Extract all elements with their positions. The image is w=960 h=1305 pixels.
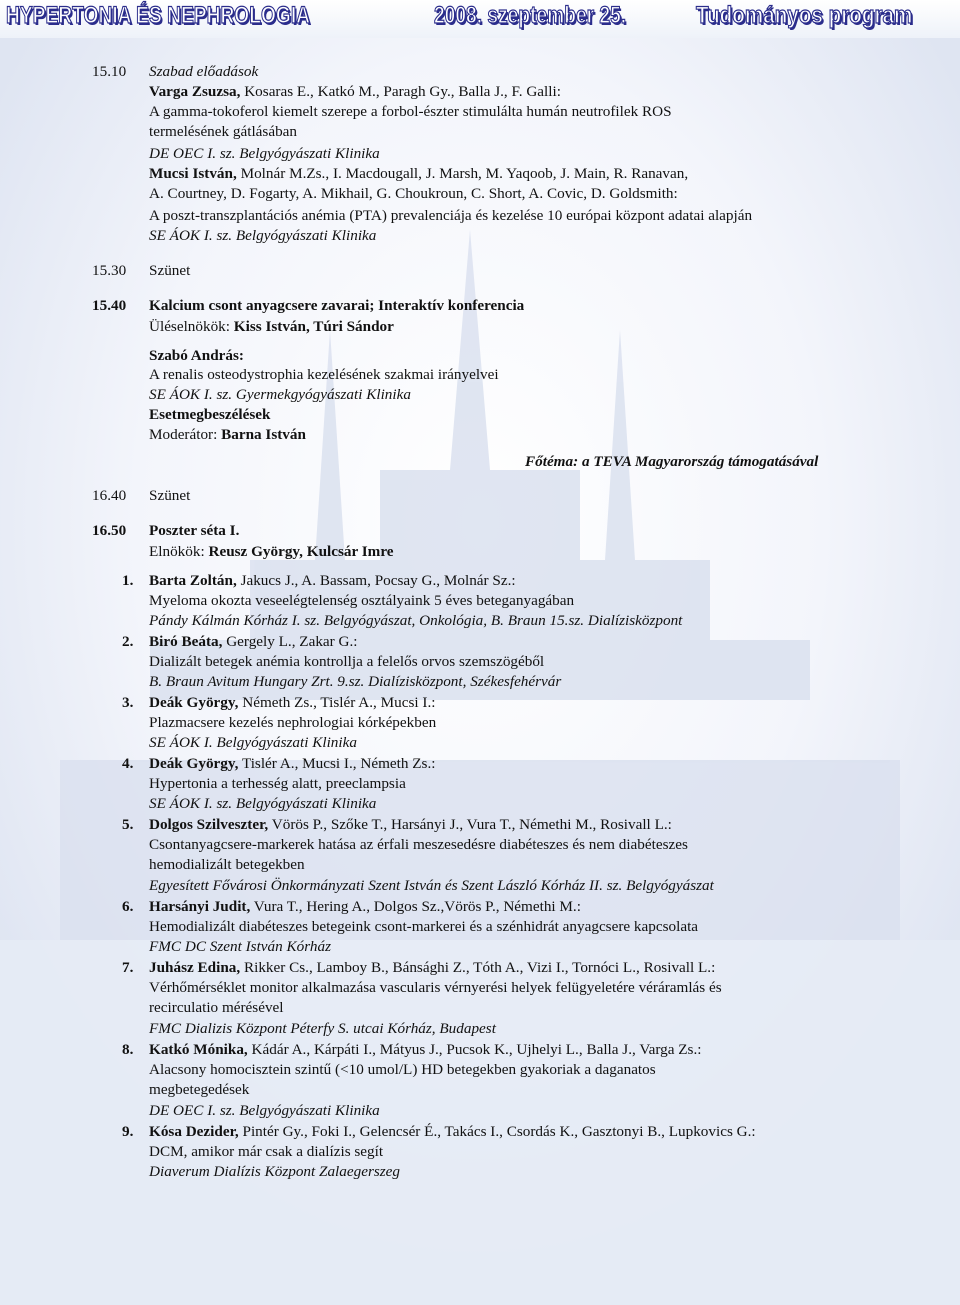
break-label: Szünet xyxy=(149,262,191,279)
sponsor-note: Főtéma: a TEVA Magyarország támogatásával xyxy=(525,453,819,470)
co-authors: Gergely L., Zakar G.: xyxy=(222,633,358,650)
lead-author: Barta Zoltán, xyxy=(149,572,237,589)
header-program: Tudományos program xyxy=(696,2,913,29)
poster-title-line: Vérhőmérséklet monitor alkalmazása vascularis vérnyerési helyek felügyeletére véráramlás és xyxy=(149,979,722,996)
journal-title: HYPERTONIA ÉS NEPHROLOGIA xyxy=(6,2,311,29)
talk-title-line: termelésének gátlásában xyxy=(149,123,298,140)
institution-text: Pándy Kálmán Kórház I. sz. Belgyógyászat, Onkológia, B. Braun 15.sz. Dialízisközpont xyxy=(149,612,683,629)
institution-text: DE OEC I. sz. Belgyógyászati Klinika xyxy=(149,1102,380,1119)
session-time: 16.40 xyxy=(92,487,127,504)
session-title: Poszter séta I. xyxy=(149,522,240,539)
session-time: 16.50 xyxy=(92,522,127,539)
institution-text: B. Braun Avitum Hungary Zrt. 9.sz. Dialízisközpont, Székesfehérvár xyxy=(149,673,562,690)
session-time: 15.30 xyxy=(92,262,127,279)
institution-text: FMC Dializis Központ Péterfy S. utcai Kórház, Budapest xyxy=(149,1020,496,1037)
talk-title-line: A gamma-tokoferol kiemelt szerepe a forbol-észter stimulálta humán neutrofilek ROS xyxy=(149,103,672,120)
chairs-names: Kiss István, Túri Sándor xyxy=(233,318,394,335)
break-label: Szünet xyxy=(149,487,191,504)
header-date: 2008. szeptember 25. xyxy=(434,2,627,29)
lead-author: Deák György, xyxy=(149,755,239,772)
talk-title-line: A renalis osteodystrophia kezelésének szakmai irányelvei xyxy=(149,366,499,383)
co-authors: Molnár M.Zs., I. Macdougall, J. Marsh, M. Yaqoob, J. Main, R. Ranavan, xyxy=(236,165,689,182)
lead-author: Harsányi Judit, xyxy=(149,898,251,915)
co-authors: Vörös P., Szőke T., Harsányi J., Vura T., Némethi M., Rosivall L.: xyxy=(268,816,672,833)
session-title: Kalcium csont anyagcsere zavarai; Interaktív konferencia xyxy=(149,297,525,314)
institution-text: DE OEC I. sz. Belgyógyászati Klinika xyxy=(149,145,380,162)
moderator-name: Barna István xyxy=(221,426,306,443)
poster-number: 8. xyxy=(122,1041,134,1058)
institution-text: Egyesített Fővárosi Önkormányzati Szent István és Szent László Kórház II. sz. Belgyógyászat xyxy=(149,877,714,894)
institution-text: SE ÁOK I. sz. Gyermekgyógyászati Klinika xyxy=(149,386,411,403)
lead-author: Kósa Dezider, xyxy=(149,1123,239,1140)
lead-author: Deák György, xyxy=(149,694,239,711)
poster-number: 4. xyxy=(122,755,134,772)
session-title: Szabad előadások xyxy=(149,63,259,80)
lead-author: Katkó Mónika, xyxy=(149,1041,248,1058)
poster-number: 9. xyxy=(122,1123,134,1140)
cases-label: Esetmegbeszélések xyxy=(149,406,271,423)
co-authors: Pintér Gy., Foki I., Gelencsér É., Takács I., Csordás K., Gasztonyi B., Lupkovics G.: xyxy=(238,1123,756,1140)
poster-title-line: hemodializált betegekben xyxy=(149,856,305,873)
poster-title-line: Dializált betegek anémia kontrollja a felelős orvos szemszögéből xyxy=(149,653,545,670)
poster-number: 2. xyxy=(122,633,134,650)
lead-author: Mucsi István, xyxy=(149,165,237,182)
session-time: 15.40 xyxy=(92,297,127,314)
poster-title-line: Myeloma okozta veseelégtelenség osztályaink 5 éves beteganyagában xyxy=(149,592,575,609)
institution-text: FMC DC Szent István Kórház xyxy=(149,938,331,955)
co-authors-line: A. Courtney, D. Fogarty, A. Mikhail, G. Choukroun, C. Short, A. Covic, D. Goldsmith: xyxy=(149,185,678,202)
poster-number: 3. xyxy=(122,694,134,711)
lead-author: Biró Beáta, xyxy=(149,633,223,650)
institution-text: SE ÁOK I. sz. Belgyógyászati Klinika xyxy=(149,795,377,812)
chairs-label: Elnökök: xyxy=(149,543,209,560)
institution-text: SE ÁOK I. Belgyógyászati Klinika xyxy=(149,734,357,751)
poster-title-line: recirculatio mérésével xyxy=(149,999,284,1016)
poster-number: 7. xyxy=(122,959,134,976)
poster-title-line: megbetegedések xyxy=(149,1081,250,1098)
talk-title-line: A poszt-transzplantációs anémia (PTA) prevalenciája és kezelése 10 európai központ adatai alapján xyxy=(149,207,753,224)
poster-title-line: Hemodializált diabéteszes betegeink csont-markerei és a szénhidrát anyagcsere kapcsolata xyxy=(149,918,699,935)
co-authors: Kádár A., Kárpáti I., Mátyus J., Pucsok K., Ujhelyi L., Balla J., Varga Zs.: xyxy=(247,1041,702,1058)
speaker-name: Szabó András: xyxy=(149,347,244,364)
co-authors: Németh Zs., Tislér A., Mucsi I.: xyxy=(238,694,436,711)
poster-title-line: DCM, amikor már csak a dialízis segít xyxy=(149,1143,384,1160)
poster-number: 1. xyxy=(122,572,134,589)
lead-author: Dolgos Szilveszter, xyxy=(149,816,269,833)
institution-text: Diaverum Dialízis Központ Zalaegerszeg xyxy=(149,1163,401,1180)
chairs-label: Üléselnökök: xyxy=(149,318,234,335)
co-authors: Rikker Cs., Lamboy B., Bánsághi Z., Tóth A., Vizi I., Tornóci L., Rosivall L.: xyxy=(240,959,716,976)
co-authors: Tislér A., Mucsi I., Németh Zs.: xyxy=(238,755,436,772)
chairs-names: Reusz György, Kulcsár Imre xyxy=(208,543,394,560)
poster-number: 5. xyxy=(122,816,134,833)
moderator-label: Moderátor: xyxy=(149,426,222,443)
institution-text: SE ÁOK I. sz. Belgyógyászati Klinika xyxy=(149,227,377,244)
poster-title-line: Alacsony homocisztein szintű (<10 umol/L) HD betegekben gyakoriak a daganatos xyxy=(149,1061,656,1078)
poster-title-line: Plazmacsere kezelés nephrologiai kórképekben xyxy=(149,714,437,731)
co-authors: Jakucs J., A. Bassam, Pocsay G., Molnár Sz.: xyxy=(236,572,516,589)
session-time: 15.10 xyxy=(92,63,127,80)
co-authors: Kosaras E., Katkó M., Paragh Gy., Balla J., F. Galli: xyxy=(240,83,561,100)
poster-title-line: Csontanyagcsere-markerek hatása az érfali meszesedésre diabéteszes és nem diabéteszes xyxy=(149,836,688,853)
poster-title-line: Hypertonia a terhesség alatt, preeclampsia xyxy=(149,775,406,792)
lead-author: Juhász Edina, xyxy=(149,959,241,976)
lead-author: Varga Zsuzsa, xyxy=(149,83,241,100)
poster-number: 6. xyxy=(122,898,134,915)
co-authors: Vura T., Hering A., Dolgos Sz.,Vörös P., Némethi M.: xyxy=(250,898,581,915)
